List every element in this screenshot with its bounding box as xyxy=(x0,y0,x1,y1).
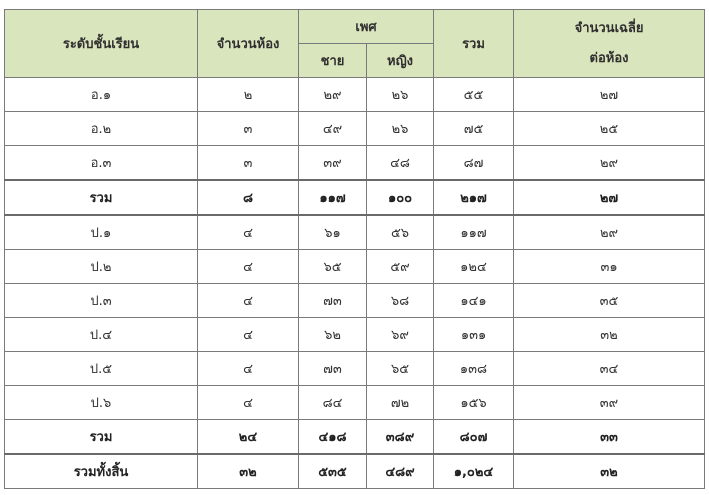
header-rooms: จำนวนห้อง xyxy=(198,10,299,78)
cell-level: รวมทั้งสิ้น xyxy=(5,454,198,489)
cell-level: ป.๓ xyxy=(5,284,198,318)
table-row xyxy=(5,386,705,420)
header-total: รวม xyxy=(434,10,514,78)
cell-level: ป.๒ xyxy=(5,250,198,284)
cell-female: ๗๒ xyxy=(367,386,434,420)
cell-male: ๖๒ xyxy=(299,318,367,352)
cell-total: ๑๕๖ xyxy=(434,386,514,420)
cell-rooms: ๒๔ xyxy=(198,420,299,455)
cell-female: ๖๕ xyxy=(367,352,434,386)
cell-rooms: ๓๒ xyxy=(198,454,299,489)
cell-male: ๘๔ xyxy=(299,386,367,420)
cell-level: ป.๖ xyxy=(5,386,198,420)
cell-male: ๗๓ xyxy=(299,284,367,318)
cell-total: ๗๕ xyxy=(434,112,514,146)
subtotal-row xyxy=(5,420,705,455)
cell-male: ๗๓ xyxy=(299,352,367,386)
cell-total: ๑๒๔ xyxy=(434,250,514,284)
table-header xyxy=(5,10,705,78)
cell-rooms: ๔ xyxy=(198,386,299,420)
cell-rooms: ๔ xyxy=(198,318,299,352)
cell-female: ๖๘ xyxy=(367,284,434,318)
cell-male: ๓๙ xyxy=(299,146,367,181)
cell-level: ป.๔ xyxy=(5,318,198,352)
cell-total: ๑๓๘ xyxy=(434,352,514,386)
student-count-table xyxy=(4,9,705,489)
cell-female: ๒๖ xyxy=(367,78,434,112)
cell-level: อ.๑ xyxy=(5,78,198,112)
cell-male: ๖๑ xyxy=(299,215,367,250)
cell-average: ๓๔ xyxy=(514,352,705,386)
cell-female: ๑๐๐ xyxy=(367,180,434,215)
header-average-per-room xyxy=(514,10,705,78)
cell-level: อ.๓ xyxy=(5,146,198,181)
cell-female: ๕๙ xyxy=(367,250,434,284)
cell-level: ป.๑ xyxy=(5,215,198,250)
subtotal-row xyxy=(5,180,705,215)
cell-male: ๖๕ xyxy=(299,250,367,284)
cell-female: ๒๖ xyxy=(367,112,434,146)
cell-rooms: ๔ xyxy=(198,250,299,284)
cell-level: ป.๕ xyxy=(5,352,198,386)
cell-rooms: ๓ xyxy=(198,112,299,146)
table-row xyxy=(5,215,705,250)
header-average-line1: จำนวนเฉลี่ย xyxy=(574,20,644,36)
cell-male: ๔๙ xyxy=(299,112,367,146)
cell-average: ๒๙ xyxy=(514,146,705,181)
cell-total: ๒๑๗ xyxy=(434,180,514,215)
cell-average: ๒๙ xyxy=(514,215,705,250)
cell-total: ๑๓๑ xyxy=(434,318,514,352)
cell-total: ๑๔๑ xyxy=(434,284,514,318)
table-row xyxy=(5,146,705,181)
header-male: ชาย xyxy=(299,44,367,78)
cell-average: ๒๕ xyxy=(514,112,705,146)
cell-female: ๕๖ xyxy=(367,215,434,250)
header-level: ระดับชั้นเรียน xyxy=(5,10,198,78)
cell-total: ๑๑๗ xyxy=(434,215,514,250)
cell-total: ๑,๐๒๔ xyxy=(434,454,514,489)
cell-rooms: ๔ xyxy=(198,352,299,386)
cell-average: ๒๗ xyxy=(514,78,705,112)
cell-average: ๓๑ xyxy=(514,250,705,284)
table-body xyxy=(5,78,705,489)
cell-average: ๓๒ xyxy=(514,318,705,352)
cell-rooms: ๘ xyxy=(198,180,299,215)
header-female: หญิง xyxy=(367,44,434,78)
cell-level: อ.๒ xyxy=(5,112,198,146)
cell-male: ๔๑๘ xyxy=(299,420,367,455)
cell-average: ๓๕ xyxy=(514,284,705,318)
cell-average: ๒๗ xyxy=(514,180,705,215)
cell-average: ๓๙ xyxy=(514,386,705,420)
cell-female: ๔๘ xyxy=(367,146,434,181)
header-gender: เพศ xyxy=(299,10,434,44)
table-row xyxy=(5,78,705,112)
cell-male: ๕๓๕ xyxy=(299,454,367,489)
cell-rooms: ๓ xyxy=(198,146,299,181)
cell-total: ๘๐๗ xyxy=(434,420,514,455)
table-row xyxy=(5,250,705,284)
cell-level: รวม xyxy=(5,420,198,455)
table-row xyxy=(5,112,705,146)
table-row xyxy=(5,284,705,318)
cell-female: ๔๘๙ xyxy=(367,454,434,489)
cell-rooms: ๒ xyxy=(198,78,299,112)
cell-male: ๑๑๗ xyxy=(299,180,367,215)
cell-average: ๓๒ xyxy=(514,454,705,489)
cell-rooms: ๔ xyxy=(198,284,299,318)
cell-average: ๓๓ xyxy=(514,420,705,455)
cell-total: ๕๕ xyxy=(434,78,514,112)
cell-female: ๖๙ xyxy=(367,318,434,352)
header-average-line2: ต่อห้อง xyxy=(589,50,629,66)
cell-level: รวม xyxy=(5,180,198,215)
cell-total: ๘๗ xyxy=(434,146,514,181)
cell-female: ๓๘๙ xyxy=(367,420,434,455)
grand-total-row xyxy=(5,454,705,489)
table-row xyxy=(5,318,705,352)
cell-rooms: ๔ xyxy=(198,215,299,250)
cell-male: ๒๙ xyxy=(299,78,367,112)
table-row xyxy=(5,352,705,386)
